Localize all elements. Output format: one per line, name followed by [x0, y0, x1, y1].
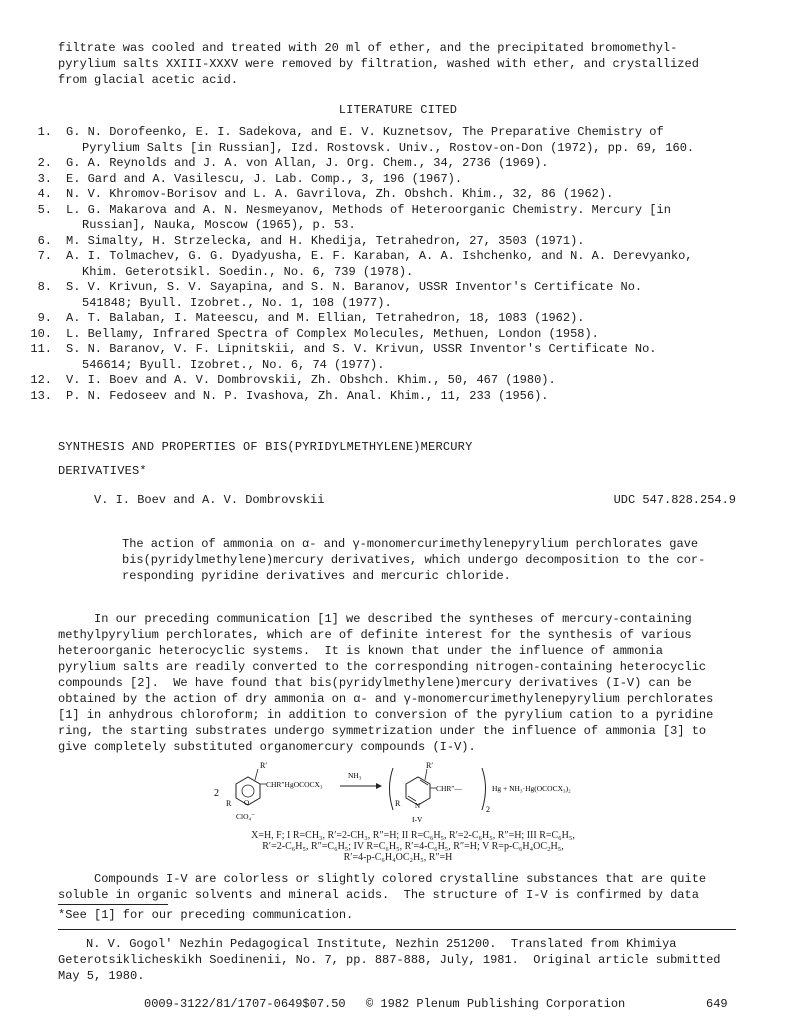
body-line: In our preceding communication [1] we described the syntheses of mercury-containing [94, 612, 692, 626]
footnote: *See [1] for our preceding communication. [58, 908, 354, 922]
reference-text: G. N. Dorofeenko, E. I. Sadekova, and E. V. Kuznetsov, The Preparative Chemistry of [66, 125, 664, 139]
reference-number: 13. [30, 388, 52, 403]
intro-line: filtrate was cooled and treated with 20 ml of ether, and the precipitated bromomethyl- [58, 41, 678, 55]
reaction-scheme [200, 756, 620, 826]
product-r: R [395, 799, 401, 808]
copyright: © 1982 Plenum Publishing Corporation [366, 997, 626, 1011]
reference-number: 8. [37, 280, 52, 294]
body-line: pyrylium salts are readily converted to the corresponding nitrogen-containing heterocyclic [58, 660, 707, 674]
udc-code: UDC 547.828.254.9 [613, 493, 736, 507]
body-line: ring, the starting substrates undergo symmetrization under the influence of ammonia [3] to [58, 724, 707, 738]
body-line: soluble in organic solvents and mineral acids. The structure of I-V is confirmed by data [58, 888, 699, 902]
reference-text: M. Simalty, H. Strzelecka, and H. Khedija, Tetrahedron, 27, 3503 (1971). [66, 233, 585, 248]
page-number: 649 [706, 997, 728, 1011]
product-r-prime: R′ [426, 761, 434, 770]
product-tail: Hg + NH₃·Hg(OCOCX₃)₂ [492, 784, 571, 793]
body-line: methylpyrylium perchlorates, which are of definite interest for the synthesis of various [58, 628, 692, 642]
reference-number: 1. [37, 125, 52, 139]
substituent-line: R′=4-p-C₆H₄OC₂H₅, R″=H [343, 852, 453, 863]
reference-text: S. N. Baranov, V. F. Lipnitskii, and S. V. Krivun, USSR Inventor's Certificate No. [66, 342, 657, 356]
reference-number: 11. [30, 342, 52, 356]
reference-text: V. I. Boev and A. V. Dombrovskii, Zh. Obshch. Khim., 50, 467 (1980). [66, 373, 556, 387]
reference-number: 4. [37, 187, 52, 201]
body-line: [1] in anhydrous chloroform; in addition to conversion of the pyrylium cation to a pyridine [58, 708, 714, 722]
article-title-line1: SYNTHESIS AND PROPERTIES OF BIS(PYRIDYLMETHYLENE)MERCURY [58, 440, 473, 454]
reference-text: Russian], Nauka, Moscow (1965), p. 53. [82, 218, 356, 232]
reference-text: 546614; Byull. Izobret., No. 6, 74 (1977). [82, 357, 385, 372]
intro-line: pyrylium salts XXIII-XXXV were removed by filtration, washed with ether, and crystallized [58, 57, 699, 71]
counterion: ClO₄⁻ [236, 812, 256, 821]
body-line: give completely substituted organomercury compounds (I-V). [58, 740, 476, 754]
scheme-coefficient: 2 [214, 788, 219, 799]
reference-number: 9. [37, 311, 52, 325]
reference-text: S. V. Krivun, S. V. Sayapina, and S. N. Baranov, USSR Inventor's Certificate No. [66, 280, 643, 294]
reactant-r: R [226, 799, 232, 808]
affiliation-line: Geterotsiklicheskikh Soedinenii, No. 7, pp. 887-888, July, 1981. Original article submitted [58, 953, 721, 967]
body-line: heteroorganic heterocyclic systems. It is known that under the influence of ammonia [58, 644, 663, 658]
reference-text: E. Gard and A. Vasilescu, J. Lab. Comp., 3, 196 (1967). [66, 171, 463, 186]
reference-number: 12. [30, 373, 52, 387]
reference-text: A. T. Balaban, I. Mateescu, and M. Ellian, Tetrahedron, 18, 1083 (1962). [66, 311, 585, 325]
intro-line: from glacial acetic acid. [58, 73, 239, 87]
reference-text: 541848; Byull. Izobret., No. 1, 108 (1977). [82, 295, 392, 310]
footer-rule [58, 929, 736, 930]
reference-text: P. N. Fedoseev and N. P. Ivashova, Zh. Anal. Khim., 11, 233 (1956). [66, 388, 549, 403]
body-line: obtained by the action of dry ammonia on α- and γ-monomercurimethylenepyrylium perchlorates [58, 692, 714, 706]
reference-number: 6. [37, 233, 52, 248]
abstract-line: responding pyridine derivatives and mercuric chloride. [122, 569, 511, 583]
reference-number: 7. [37, 249, 52, 263]
body-line: compounds [2]. We have found that bis(pyridylmethylene)mercury derivatives (I-V) can be [58, 676, 692, 690]
author-line: V. I. Boev and A. V. Dombrovskii [94, 493, 325, 507]
article-title-line2: DERIVATIVES* [58, 464, 147, 478]
reference-number: 5. [37, 202, 52, 217]
footnote-rule [58, 904, 168, 905]
substituent-line: R′=2-C₆H₅, R″=C₆H₅; IV R=C₆H₅, R′=4-C₆H₅, R″=H; V R=p-C₆H₄OC₂H₅, [262, 841, 564, 852]
substituent-line: X=H, F; I R=CH₃, R′=2-CH₃, R″=H; II R=C₆H₅, R′=2-C₆H₅, R″=H; III R=C₆H₅, [251, 830, 575, 841]
reference-number: 10. [30, 326, 52, 341]
reagent-label: NH₃ [348, 771, 362, 780]
article-code: 0009-3122/81/1707-0649$07.50 [144, 997, 346, 1011]
compound-label: I-V [412, 815, 423, 824]
affiliation-line: May 5, 1980. [58, 969, 145, 983]
abstract-line: The action of ammonia on α- and γ-monomercurimethylenepyrylium perchlorates gave [122, 537, 699, 551]
reference-text: L. G. Makarova and A. N. Nesmeyanov, Methods of Heteroorganic Chemistry. Mercury [in [66, 202, 671, 217]
substituent-legend [0, 830, 796, 863]
reference-text: Pyrylium Salts [in Russian], Izd. Rostovsk. Univ., Rostov-on-Don (1972), pp. 69, 160. [82, 140, 695, 155]
affiliation-line: N. V. Gogol' Nezhin Pedagogical Institute, Nezhin 251200. Translated from Khimiya [86, 937, 677, 951]
reference-number: 2. [37, 156, 52, 170]
literature-heading: LITERATURE CITED [338, 103, 458, 117]
reference-text: G. A. Reynolds and J. A. von Allan, J. Org. Chem., 34, 2736 (1969). [66, 156, 549, 170]
reactant-r-prime: R′ [260, 761, 268, 770]
reference-text: A. I. Tolmachev, G. G. Dyadyusha, E. F. Karaban, A. A. Ishchenko, and N. A. Derevyanko, [66, 249, 693, 263]
body-line: Compounds I-V are colorless or slightly colored crystalline substances that are quite [94, 872, 707, 886]
reference-text: L. Bellamy, Infrared Spectra of Complex Molecules, Methuen, London (1958). [66, 326, 599, 341]
reactant-group: CHR″HgOCOCX₃ [266, 780, 323, 789]
reference-number: 3. [37, 171, 52, 186]
product-subscript: 2 [486, 805, 490, 814]
reference-text: N. V. Khromov-Borisov and L. A. Gavrilova, Zh. Obshch. Khim., 32, 86 (1962). [66, 187, 614, 201]
svg-text:O: O [244, 799, 250, 807]
abstract-line: bis(pyridylmethylene)mercury derivatives, which undergo decomposition to the cor- [122, 553, 706, 567]
reference-text: Khim. Geterotsikl. Soedin., No. 6, 739 (1978). [82, 264, 414, 279]
product-group: CHR″— [436, 784, 463, 793]
svg-text:N: N [415, 802, 421, 810]
